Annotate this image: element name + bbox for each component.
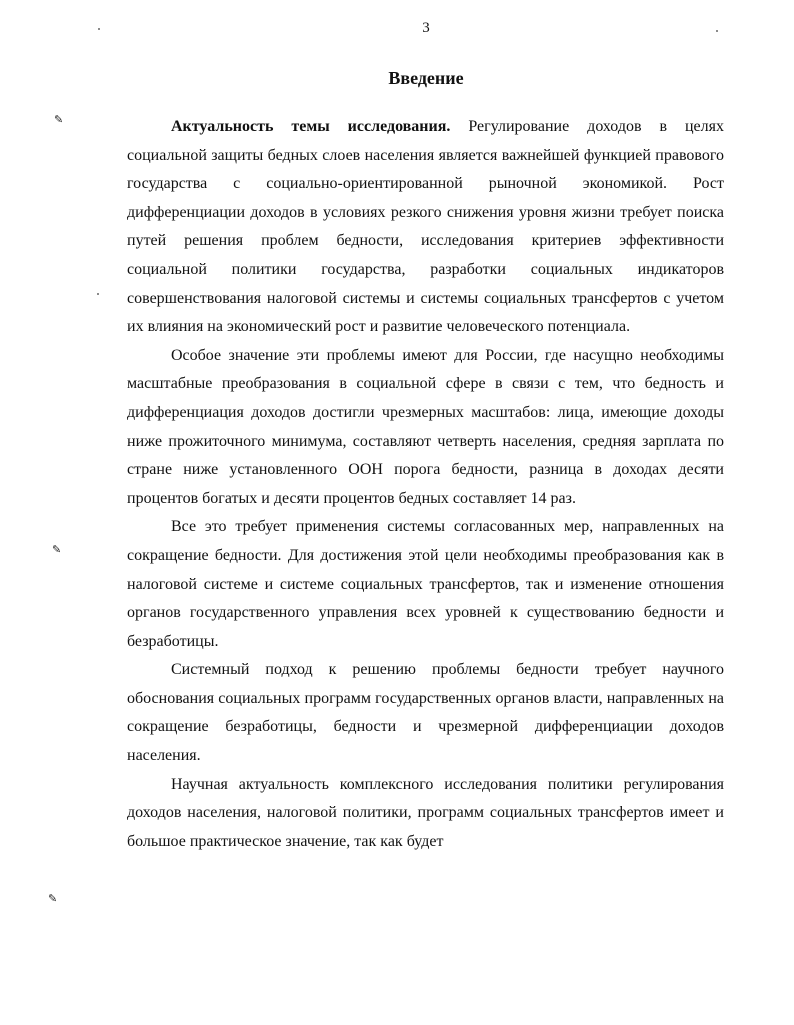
paragraph-lead: Актуальность темы исследования. [171,118,451,135]
scan-speck [97,293,99,295]
paragraph [127,113,724,342]
margin-mark-icon: ✎ [52,544,62,556]
paragraph: Особое значение эти проблемы имеют для России, где насущно необходимы масштабные преобразования в социальной сфере в связи с тем, что бедность и дифференциация доходов достигли чрезмерных масштабов: лица, имеющие доходы ниже прожиточного минимума, составляют четверть населения, средняя зарплата по стране ниже установленного ООН порога бедности, разница в доходах десяти процентов богатых и десяти процентов бедных составляет 14 раз. [127,346,724,507]
paragraph: Все это требует применения системы согласованных мер, направленных на сокращение бедности. Для достижения этой цели необходимы преобразования как в налоговой системе и системе социальных трансфертов, так и изменение отношения органов государственного управления всех уровней к существованию бедности и безработицы. [127,518,724,650]
page-title: Введение [388,68,464,88]
page-number: 3 [422,20,430,36]
margin-mark-icon: ✎ [54,114,64,126]
document-body [127,113,724,856]
paragraph: Системный подход к решению проблемы бедности требует научного обоснования социальных программ государственных органов власти, направленных на сокращение безработицы, бедности и чрезмерной дифференциации доходов населения. [127,661,724,765]
paragraph: Научная актуальность комплексного исследования политики регулирования доходов населения, налоговой политики, программ социальных трансфертов имеет и большое практическое значение, так как будет [127,775,724,850]
paragraph-text: Регулирование доходов в целях социальной защиты бедных слоев населения является важнейшей функцией правового государства с социально-ориентированной рыночной экономикой. Рост дифференциации доходов в условиях резкого снижения уровня жизни требует поиска путей решения проблем бедности, исследования критериев эффективности социальной политики государства, разработки социальных индикаторов совершенствования налоговой системы и системы социальных трансфертов с учетом их влияния на экономический рост и развитие человеческого потенциала. [127,118,725,336]
margin-mark-icon: ✎ [48,893,58,905]
